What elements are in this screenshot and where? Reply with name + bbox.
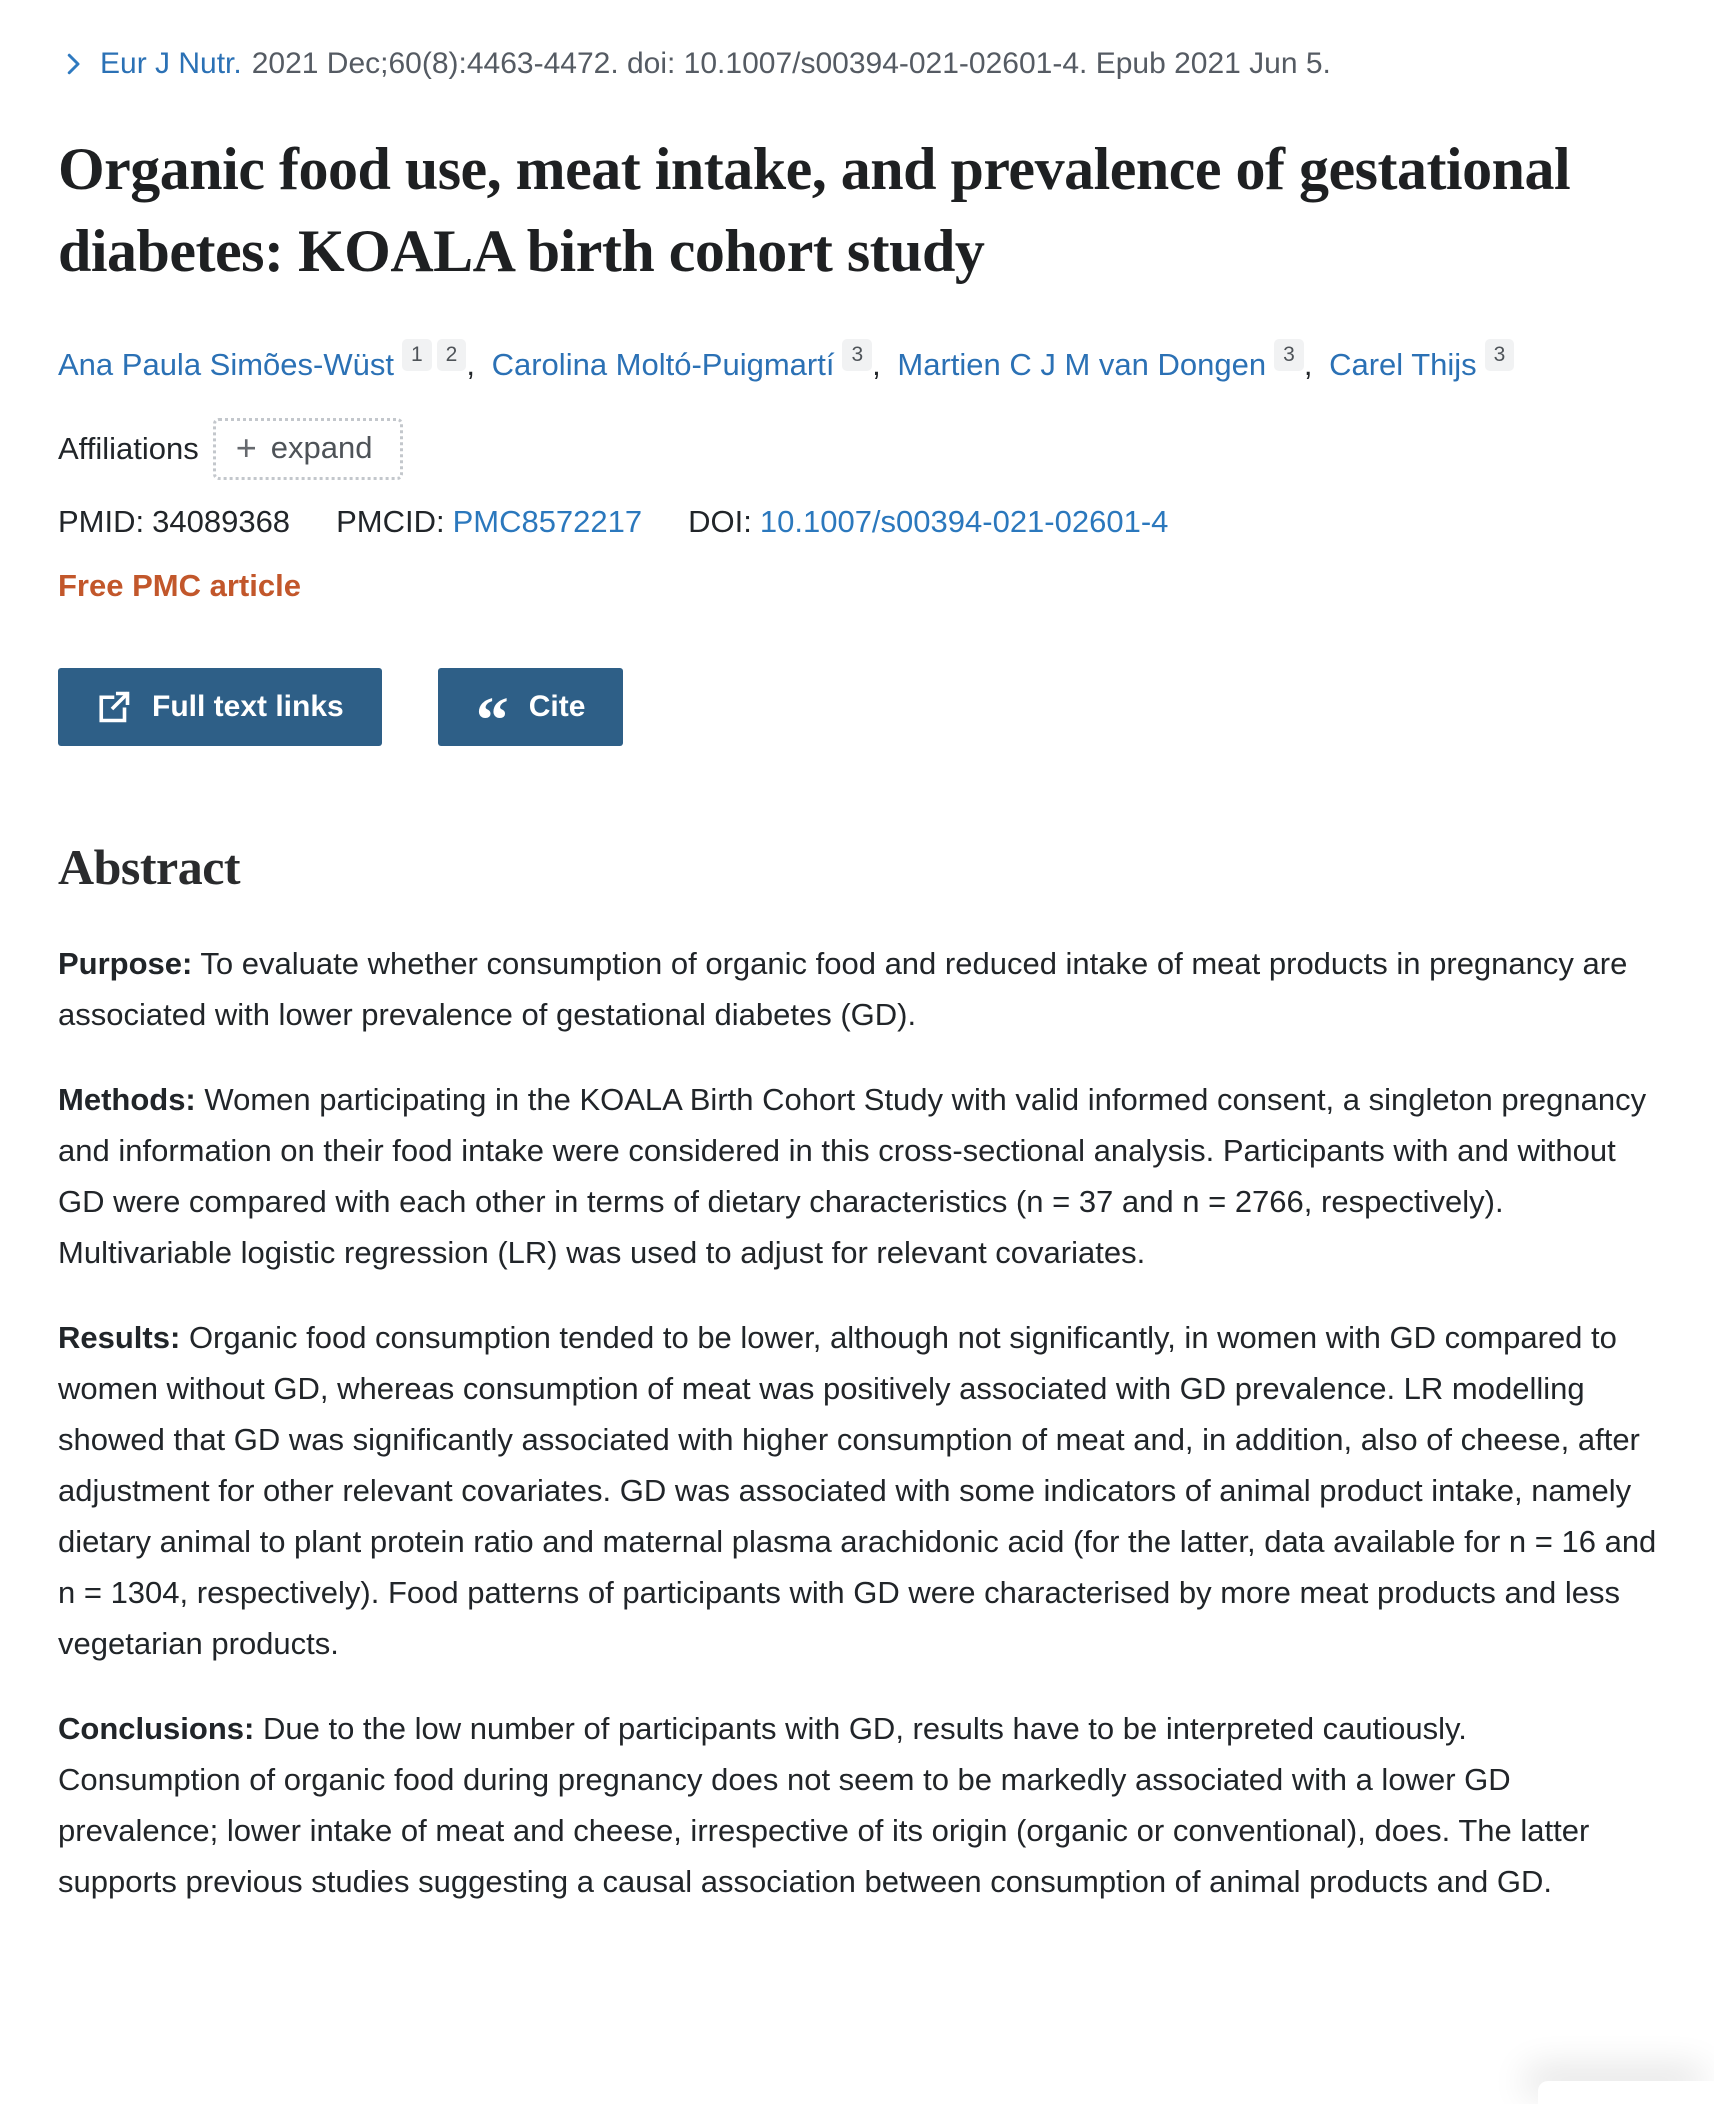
affiliation-sup-chip[interactable]: 3	[1274, 339, 1304, 371]
doi-group	[688, 504, 1168, 540]
chevron-right-icon	[58, 49, 88, 79]
doi-label: DOI:	[688, 504, 752, 539]
abstract-paragraph-conclusions	[58, 1703, 1658, 1907]
abstract-paragraph-methods	[58, 1074, 1658, 1278]
cite-label: Cite	[528, 690, 586, 723]
author-link[interactable]: Martien C J M van Dongen	[897, 347, 1267, 382]
full-text-links-button[interactable]	[58, 668, 382, 746]
citation-line	[58, 46, 1658, 82]
pmid-label: PMID:	[58, 504, 145, 539]
author-byline	[58, 336, 1618, 394]
citation-details: 2021 Dec;60(8):4463-4472. doi: 10.1007/s00394-021-02601-4. Epub 2021 Jun 5.	[251, 47, 1331, 80]
identifiers-row	[58, 504, 1658, 540]
results-text: Organic food consumption tended to be lower, although not significantly, in women with GD compared to women without GD, whereas consumption of meat was positively associated with GD prevalence. LR modelling showed that GD was significantly associated with higher consumption of meat and, in addition, also of cheese, after adjustment for other relevant covariates. GD was associated with some indicators of animal product intake, namely dietary animal to plant protein ratio and maternal plasma arachidonic acid (for the latter, data available for n = 16 and n = 1304, respectively). Food patterns of participants with GD were characterised by more meat products and less vegetarian products.	[58, 1320, 1657, 1661]
affiliations-row	[58, 418, 1658, 480]
abstract-heading: Abstract	[58, 839, 241, 895]
affiliations-expand-button[interactable]	[213, 418, 404, 480]
author-link[interactable]: Carel Thijs	[1329, 347, 1477, 382]
author-item	[897, 343, 1320, 382]
pmid-group	[58, 504, 290, 540]
cite-button[interactable]: “ Cite	[438, 668, 624, 746]
purpose-label: Purpose:	[58, 946, 193, 981]
free-pmc-badge: Free PMC article	[58, 568, 301, 603]
affiliation-sup-chip[interactable]: 3	[842, 339, 872, 371]
external-link-icon	[96, 689, 132, 725]
affiliation-sup-chip[interactable]: 2	[437, 339, 467, 371]
author-link[interactable]: Ana Paula Simões-Wüst	[58, 347, 394, 382]
article-title: Organic food use, meat intake, and prevalence of gestational diabetes: KOALA birth cohort study	[58, 136, 1571, 284]
affiliation-sup-chip[interactable]: 1	[402, 339, 432, 371]
author-separator: ,	[1303, 347, 1313, 382]
floating-widget-corner[interactable]	[1538, 2081, 1714, 2104]
purpose-text: To evaluate whether consumption of organic food and reduced intake of meat products in pregnancy are associated with lower prevalence of gestational diabetes (GD).	[58, 946, 1628, 1032]
action-buttons	[58, 668, 1658, 757]
doi-link[interactable]: 10.1007/s00394-021-02601-4	[759, 504, 1169, 539]
abstract-body	[58, 938, 1658, 1907]
pmid-value: 34089368	[152, 504, 291, 539]
methods-text: Women participating in the KOALA Birth Cohort Study with valid informed consent, a singleton pregnancy and information on their food intake were considered in this cross-sectional analysis. Participants with and without GD were compared with each other in terms of dietary characteristics (n = 37 and n = 2766, respectively). Multivariable logistic regression (LR) was used to adjust for relevant covariates.	[58, 1082, 1647, 1270]
pmcid-link[interactable]: PMC8572217	[452, 504, 643, 539]
author-separator: ,	[872, 347, 881, 382]
author-separator: ,	[466, 347, 475, 382]
results-label: Results:	[58, 1320, 181, 1355]
conclusions-text: Due to the low number of participants with GD, results have to be interpreted cautiously. Consumption of organic food during pregnancy does not seem to be markedly associated with a lower GD prevalence; lower intake of meat and cheese, irrespective of its origin (organic or conventional), does. The latter supports previous studies suggesting a causal association between consumption of animal products and GD.	[58, 1711, 1590, 1899]
conclusions-label: Conclusions:	[58, 1711, 255, 1746]
affiliations-label: Affiliations	[58, 431, 199, 466]
plus-icon: +	[235, 427, 257, 468]
abstract-paragraph-purpose	[58, 938, 1658, 1040]
journal-link[interactable]: Eur J Nutr.	[100, 47, 242, 80]
author-item	[1329, 343, 1514, 382]
pmcid-group	[336, 504, 642, 540]
author-link[interactable]: Carolina Moltó-Puigmartí	[491, 347, 835, 382]
affiliation-sup-chip[interactable]: 3	[1485, 339, 1515, 371]
full-text-links-label: Full text links	[152, 690, 344, 723]
author-item	[491, 343, 889, 382]
expand-label: expand	[270, 430, 373, 465]
author-item	[58, 343, 483, 382]
abstract-paragraph-results	[58, 1312, 1658, 1669]
methods-label: Methods:	[58, 1082, 196, 1117]
pmcid-label: PMCID:	[336, 504, 445, 539]
